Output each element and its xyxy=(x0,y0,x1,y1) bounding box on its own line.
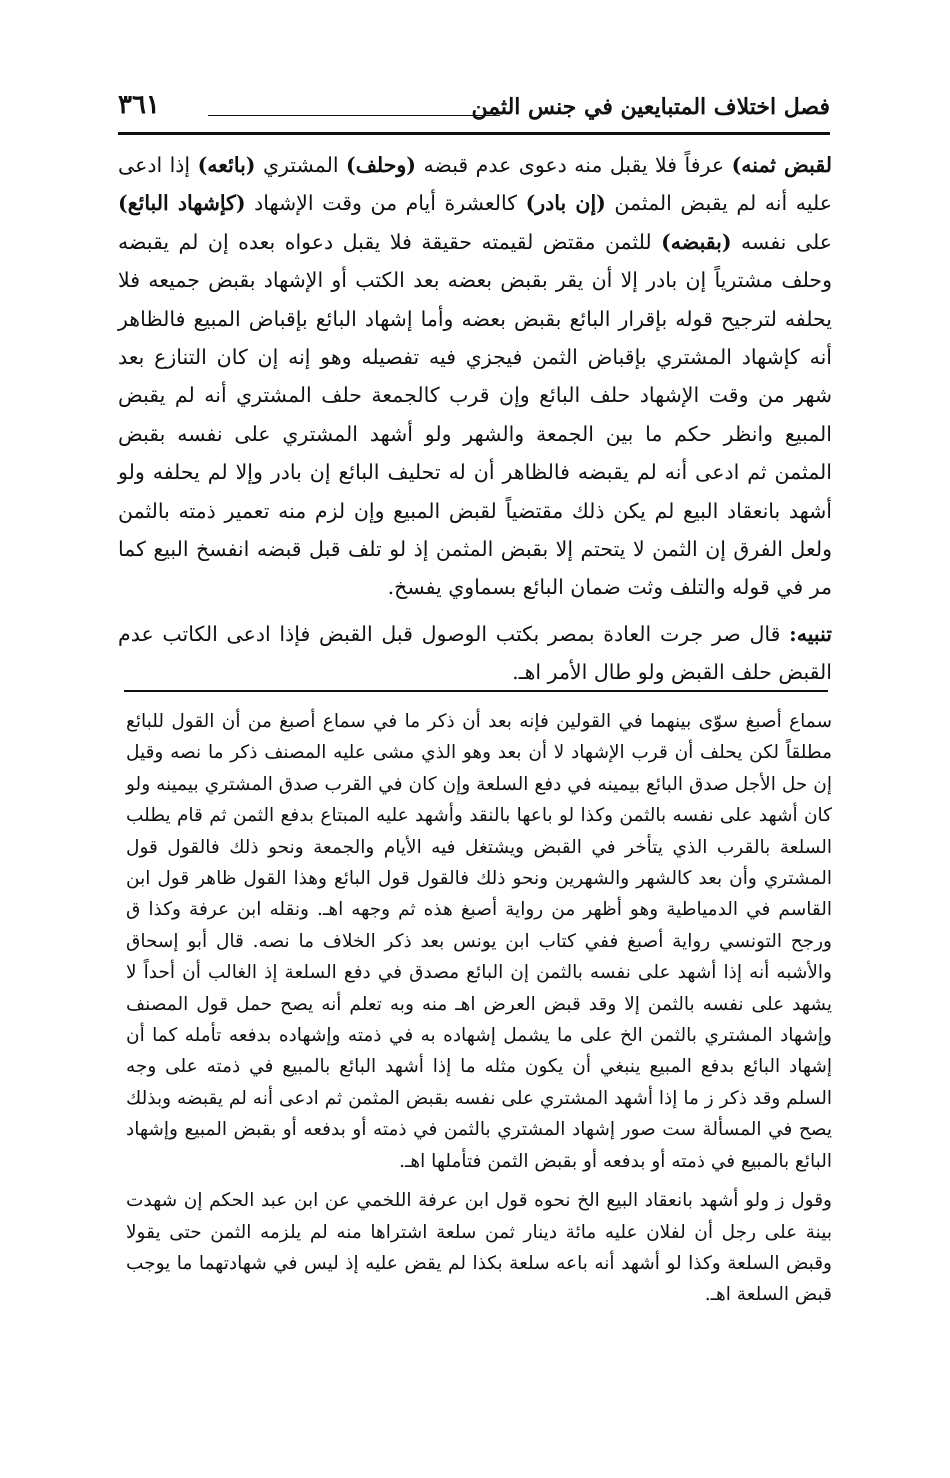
text-run: للثمن مقتض لقيمته حقيقة فلا يقبل دعواه بعده إن لم يقبضه وحلف مشترياً إن بادر إلا أن يقر بقبض بعضه بعد الكتب أو الإشهاد بقبض جميعه فلا يحلفه لترجيح قوله بإقرار البائع بقبض بعضه وأما إشهاد البائع بإقباض المبيع فالظاهر أنه كإشهاد المشتري بإقباض الثمن فيجزي فيه تفصيله وهو إنه إن كان التنازع بعد شهر من وقت الإشهاد حلف البائع وإن قرب كالجمعة حلف المشتري أنه لم يقبض المبيع وانظر حكم ما بين الجمعة والشهر ولو أشهد المشتري على نفسه بقبض المثمن ثم ادعى أنه لم يقبضه فالظاهر أن له تحليف البائع إن بادر وإلا لم يحلفه ولو أشهد بانعقاد البيع لم يكن ذلك مقتضياً لقبض المبيع وإن لزم منه تعمير ذمته بالثمن ولعل الفرق إن الثمن لا يتحتم إلا بقبض المثمن إذ لو تلف قبل قبضه انفسخ البيع كما مر في قوله والتلف وثت ضمان البائع بسماوي يفسخ. xyxy=(118,229,832,600)
notice-label: تنبيه: xyxy=(789,621,832,646)
bold-term: لقبض ثمنه) xyxy=(731,153,832,177)
notice-paragraph xyxy=(118,615,832,692)
page-number: ٣٦١ xyxy=(118,90,160,120)
main-paragraph xyxy=(118,146,832,607)
notice-text: قال صر جرت العادة بمصر بكتب الوصول قبل القبض فإذا ادعى الكاتب عدم القبض حلف القبض ولو طال الأمر اهـ. xyxy=(118,621,832,685)
bold-term: (كإشهاد البائع) xyxy=(118,191,246,216)
footnote-paragraph-1: سماع أصبغ سوّى بينهما في القولين فإنه بعد أن ذكر ما في سماع أصبغ من أن القول للبائع مطلقاً لكن يحلف أن قرب الإشهاد لا أن بعد وهو الذي مشى عليه المصنف ذكر ما نصه وقيل إن حل الأجل صدق البائع بيمينه في دفع السلعة وإن كان في القرب صدق المشتري بيمينه ولو كان أشهد على نفسه بالثمن وكذا لو باعها بالنقد وأشهد عليه المبتاع بدفع الثمن ثم قام يطلب السلعة بالقرب الذي يتأخر في القبض ويشتغل فيه الأيام والجمعة ونحو ذلك فالقول قول المشتري وأن بعد كالشهر والشهرين ونحو ذلك فالقول قول البائع وهذا القول ظاهر قول ابن القاسم في الدمياطية وهو أظهر من رواية أصبغ هذه ثم وجهه اهـ. ونقله ابن عرفة وكذا ق ورجح التونسي رواية أصبغ ففي كتاب ابن يونس بعد ذكر الخلاف ما نصه. قال أبو إسحاق والأشبه أنه إذا أشهد على نفسه بالثمن إن البائع مصدق في دفع السلعة إذ الغالب أن أحداً لا يشهد على نفسه بالثمن إلا وقد قبض العرض اهـ منه وبه تعلم أنه يصح حمل قول المصنف وإشهاد المشتري بالثمن الخ على ما يشمل إشهاده به في ذمته وإشهاده بدفعه تأمله كما أن إشهاد البائع بدفع المبيع ينبغي أن يكون مثله ما إذا أشهد البائع بالمبيع في ذمته على وجه السلم وقد ذكر ز ما إذا أشهد المشتري على نفسه بقبض المثمن ثم ادعى أنه لم يقبضه وبذلك يصح في المسألة ست صور إشهاد المشتري بالثمن في ذمته أو بدفعه أو بقبض المبيع وإشهاد البائع بالمبيع في ذمته أو بدفعه أو بقبض الثمن فتأملها اهـ. xyxy=(126,711,832,1172)
page-header xyxy=(118,88,830,138)
bold-term: (بقبضه) xyxy=(661,229,732,254)
header-title: فصل اختلاف المتبايعين في جنس الثمن xyxy=(471,94,830,120)
bold-term: (بائعه) xyxy=(197,153,256,177)
footnote-paragraph-2: وقول ز ولو أشهد بانعقاد البيع الخ نحوه قول ابن عرفة اللخمي عن ابن عبد الحكم إن شهدت بينة على رجل أن لفلان عليه مائة دينار ثمن سلعة اشتراها منه لم يلزمه الثمن حتى يقولا وقبض السلعة وكذا لو أشهد أنه باعه سلعة بكذا لم يقض عليه إذ ليس في شهادتهما ما يوجب قبض السلعة اهـ. xyxy=(126,1190,832,1306)
footnotes xyxy=(126,706,832,1311)
text-run: على نفسه xyxy=(731,229,832,254)
text-run: كالعشرة أيام من وقت الإشهاد xyxy=(245,191,526,216)
bold-term: (إن بادر) xyxy=(525,191,606,216)
text-run: إذا ادعى عليه أنه لم يقبض المثمن xyxy=(118,153,832,216)
header-divider xyxy=(118,132,830,135)
main-text xyxy=(118,146,832,692)
header-rule xyxy=(208,115,500,116)
footnote-divider xyxy=(124,690,828,692)
bold-term: (وحلف) xyxy=(346,153,416,177)
text-run: عرفاً فلا يقبل منه دعوى عدم قبضه xyxy=(416,153,732,177)
text-run: المشتري xyxy=(255,153,347,177)
